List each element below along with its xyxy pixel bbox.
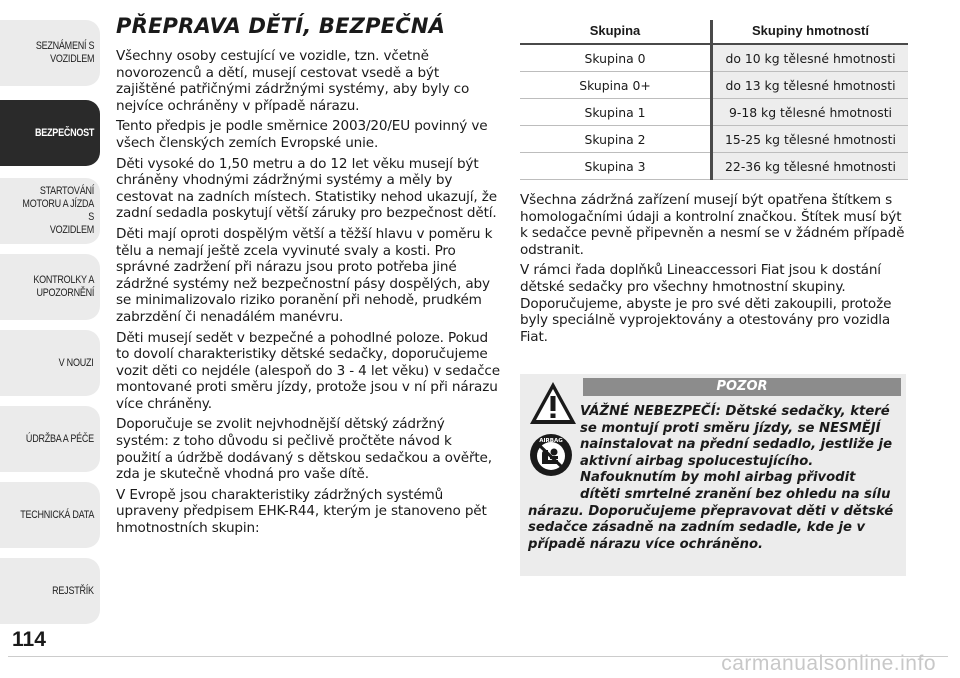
table-row <box>520 153 908 180</box>
paragraph: Děti mají oproti dospělým větší a těžší hlavu v poměru k tělu a nemají ještě zcela vyvinuté svaly a kosti. Pro správné zadržení při nárazu jsou proto potřeba jiné zádržné systémy než bezpečnostní pásy dospělých, aby se minimalizovalo riziko poranění při nehodě, prudkém zabrzdění či nenadálém manévru. <box>116 225 493 325</box>
warning-header: POZOR <box>583 378 901 396</box>
table-cell: Skupina 1 <box>520 99 712 126</box>
table-cell: do 10 kg tělesné hmotnosti <box>712 44 909 72</box>
column-header-weight: Skupiny hmotností <box>712 20 909 44</box>
paragraph: Tento předpis je podle směrnice 2003/20/EU povinný ve všech členských zemích Evropské unie. <box>116 118 488 151</box>
tab-technicka-data[interactable] <box>0 482 100 548</box>
tab-seznameni[interactable] <box>0 20 100 86</box>
warning-box <box>520 374 906 576</box>
warning-text-block <box>528 404 898 553</box>
page-title: PŘEPRAVA DĚTÍ, BEZPEČNÁ <box>116 14 446 38</box>
table-header-row <box>520 20 908 44</box>
paragraph: Děti musejí sedět v bezpečné a pohodlné poloze. Pokud to dovolí charakteristiky dětské sedačky, doporučujeme vozit děti co nejdéle (alespoň do 3 - 4 let věku) v sedačce montované proti směru jízdy, protože jsou v ní při nárazu více chráněny. <box>116 329 500 412</box>
paragraph: V rámci řada doplňků Lineaccessori Fiat jsou k dostání dětské sedačky pro všechny hmotnostní skupiny. Doporučujeme, abyste je pro své děti zakoupili, protože byly speciálně vyprojektovány a otestovány pro vozidla Fiat. <box>520 262 892 345</box>
paragraph: Všechny osoby cestující ve vozidle, tzn. včetně novorozenců a dětí, musejí cestovat vsedě a být zajištěné patřičnými zádržnými systémy, aby byly co nejvíce ochráněny v případě nárazu. <box>116 48 470 114</box>
table-row <box>520 126 908 153</box>
table-cell: 9-18 kg tělesné hmotnosti <box>712 99 909 126</box>
table-cell: Skupina 3 <box>520 153 712 180</box>
tab-label: BEZPEČNOST <box>34 126 94 139</box>
tab-label: SEZNÁMENÍ S VOZIDLEM <box>35 40 94 65</box>
tab-rejstrik[interactable] <box>0 558 100 624</box>
warning-text: VÁŽNÉ NEBEZPEČÍ: Dětské sedačky, které se montují proti směru jízdy, se NESMĚJÍ nainstalovat na přední sedadlo, jestliže je aktivní airbag spolucestujícího. Nafouknutím by mohl airbag přivodit dítěti smrtelné zranění bez ohledu na sílu nárazu. Doporučujeme přepravovat děti v dětské sedačce zásadně na zadním sedadle, kde je v případě nárazu více ochráněno. <box>528 404 894 552</box>
watermark: carmanualsonline.info <box>721 652 936 675</box>
icon-spacer <box>528 404 580 490</box>
tab-bezpecnost[interactable] <box>0 100 100 166</box>
column-header-group: Skupina <box>520 20 712 44</box>
table-cell: 15-25 kg tělesné hmotnosti <box>712 126 909 153</box>
weight-groups-table <box>520 20 908 180</box>
tab-v-nouzi[interactable] <box>0 330 100 396</box>
paragraph: Děti vysoké do 1,50 metru a do 12 let věku musejí být chráněny vhodnými zádržnými systémy a měly by cestovat na zadních místech. Statistiky nehod ukazují, že zadní sedadla poskytují větší záruky pro bezpečnost dětí. <box>116 155 497 222</box>
table-cell: Skupina 0+ <box>520 72 712 99</box>
chapter-sidebar <box>0 0 102 640</box>
paragraph: Doporučuje se zvolit nejvhodnější dětský zádržný systém: z toho důvodu si pečlivě pročtěte návod k použití a údržbě dodávaný s dětskou sedačkou a ověřte, zda je skutečně vhodná pro vaše dítě. <box>116 416 492 483</box>
table-cell: 22-36 kg tělesné hmotnosti <box>712 153 909 180</box>
right-column <box>520 20 908 349</box>
tab-label: TECHNICKÁ DATA <box>20 508 94 521</box>
table-row <box>520 72 908 99</box>
tab-startovani[interactable] <box>0 178 100 244</box>
tab-label: ÚDRŽBA A PÉČE <box>26 432 94 445</box>
table-cell: Skupina 2 <box>520 126 712 153</box>
left-column <box>116 14 500 541</box>
tab-label: V NOUZI <box>59 356 94 369</box>
table-cell: do 13 kg tělesné hmotnosti <box>712 72 909 99</box>
paragraph: V Evropě jsou charakteristiky zádržných systémů upraveny předpisem EHK-R44, kterým je stanoveno pět hmotnostních skupin: <box>116 486 487 537</box>
table-row <box>520 99 908 126</box>
airbag-label: AIRBAG <box>539 438 563 444</box>
page-number: 114 <box>12 628 46 651</box>
paragraph: Všechna zádržná zařízení musejí být opatřena štítkem s homologačními údaji a kontrolní značkou. Štítek musí být k sedačce pevně připevněn a nesmí se v žádném případě odstranit. <box>520 192 905 258</box>
table-cell: Skupina 0 <box>520 44 712 72</box>
tab-udrzba[interactable] <box>0 406 100 472</box>
tab-label: KONTROLKY A UPOZORNĚNÍ <box>33 274 94 299</box>
tab-label: STARTOVÁNÍ MOTORU A JÍZDA S VOZIDLEM <box>22 185 94 236</box>
tab-label: REJSTŘÍK <box>52 584 94 597</box>
table-row <box>520 44 908 72</box>
tab-kontrolky[interactable] <box>0 254 100 320</box>
